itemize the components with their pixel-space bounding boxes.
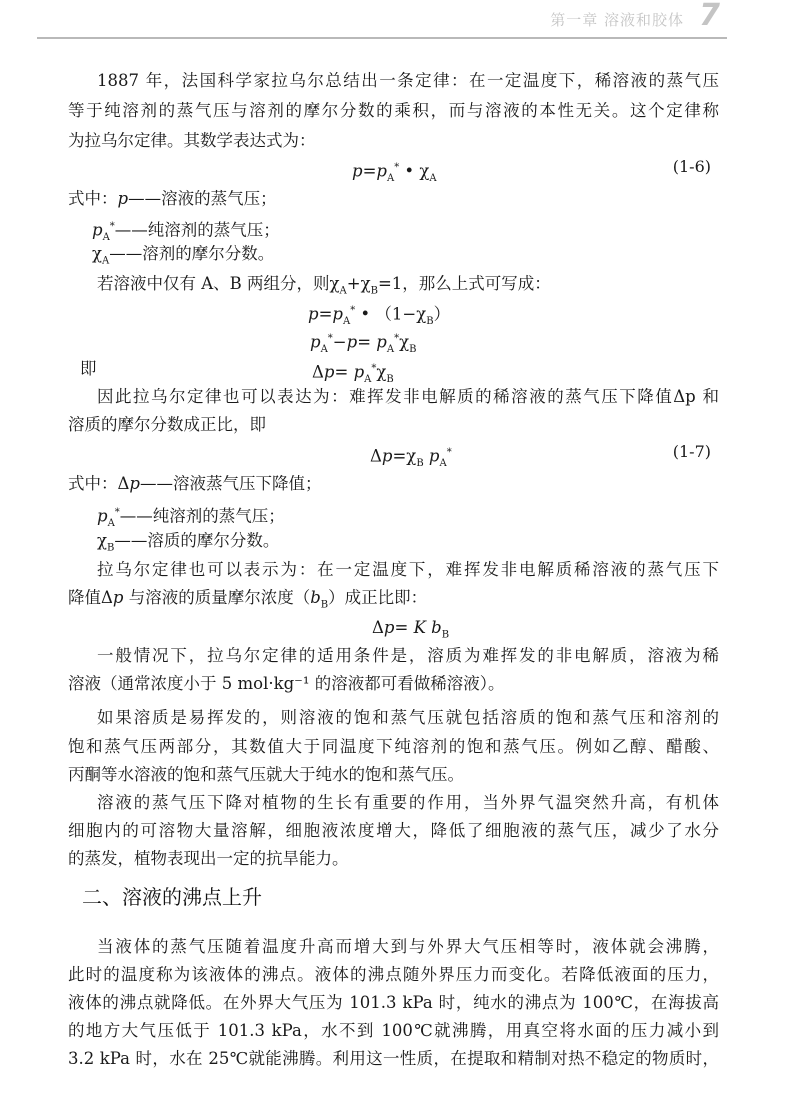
equation-1-7: $\Delta p=\chi_B$ $p_A^*$ (370, 446, 452, 469)
para7-line2: 细胞内的可溶物大量溶解，细胞液浓度增大，降低了细胞液的蒸气压，减少了水分 (68, 821, 719, 840)
para5-line1: 一般情况下，拉乌尔定律的适用条件是，溶质为难挥发的非电解质，溶液为稀 (97, 646, 719, 665)
para1-line1: 1887 年，法国科学家拉乌尔总结出一条定律：在一定温度下，稀溶液的蒸气压 (97, 71, 719, 90)
para1-line2: 等于纯溶剂的蒸气压与溶剂的摩尔分数的乘积，而与溶液的本性无关。这个定律称 (68, 101, 719, 120)
para7-line1: 溶液的蒸气压下降对植物的生长有重要的作用，当外界气温突然升高，有机体 (97, 793, 719, 812)
equation-number-1-7: (1-7) (672, 442, 711, 461)
equation-kb: Δp= K $b_B$ (372, 618, 450, 641)
para1-line3: 为拉乌尔定律。其数学表达式为： (68, 131, 316, 150)
equation-number-1-6: (1-6) (672, 157, 711, 176)
para7-line3: 的蒸发，植物表现出一定的抗旱能力。 (68, 849, 349, 868)
para6-line3: 丙酮等水溶液的饱和蒸气压就大于纯水的饱和蒸气压。 (68, 765, 464, 784)
para3-line1: 因此拉乌尔定律也可以表达为：难挥发非电解质的稀溶液的蒸气压下降值Δp 和 (97, 387, 719, 406)
equation-1-6: $p=p_A^*$ • $\chi_A$ (352, 161, 437, 184)
where1-p: 式中：p——溶液的蒸气压； (68, 189, 277, 208)
where1-pA: $p_A^*——$纯溶剂的蒸气压； (92, 220, 280, 243)
derive-line1: $p=p_A^*$ • $(1-\chi_B)$ (308, 304, 451, 327)
derive-line3: $\Delta p= p_A^*\chi_B$ (312, 362, 394, 385)
running-head: 第一章 溶液和胶体 (550, 11, 684, 29)
para4-line1: 拉乌尔定律也可以表示为：在一定温度下，难挥发非电解质稀溶液的蒸气压下 (97, 560, 719, 579)
header-rule (37, 37, 727, 39)
where2-dp: 式中：Δp——溶液蒸气压下降值； (68, 474, 322, 493)
para4-line2: 降值Δp 与溶液的质量摩尔浓度$(b_B)$成正比即： (68, 588, 428, 611)
where1-chiA: $\chi_A——$溶剂的摩尔分数。 (92, 244, 275, 267)
para5-line2: 溶液（通常浓度小于 5 mol·kg⁻¹ 的溶液都可看做稀溶液）。 (68, 674, 505, 693)
para8-line2: 此时的温度称为该液体的沸点。液体的沸点随外界压力而变化。若降低液面的压力， (68, 965, 719, 984)
derive-ji: 即 (80, 359, 97, 378)
derive-line2: $p_A^*-p= p_A^*\chi_B$ (310, 332, 417, 355)
page-number: 7 (699, 0, 720, 33)
para8-line1: 当液体的蒸气压随着温度升高而增大到与外界大气压相等时，液体就会沸腾， (97, 937, 719, 956)
para6-line2: 饱和蒸气压两部分，其数值大于同温度下纯溶剂的饱和蒸气压。例如乙醇、醋酸、 (68, 737, 719, 756)
section-title: 二、溶液的沸点上升 (82, 885, 262, 909)
where2-pA: $p_A^*——$纯溶剂的蒸气压； (97, 506, 285, 529)
para8-line5: 3.2 kPa 时，水在 25℃就能沸腾。利用这一性质，在提取和精制对热不稳定的物质时， (68, 1049, 719, 1068)
where2-chiB: $\chi_B——$溶质的摩尔分数。 (97, 531, 280, 554)
para2-line1: 若溶液中仅有 A、B 两组分，则$\chi_A+\chi_B=1$，那么上式可写成： (97, 274, 551, 297)
para8-line3: 液体的沸点就降低。在外界大气压为 101.3 kPa 时，纯水的沸点为 100℃，在海拔高 (68, 993, 719, 1012)
para6-line1: 如果溶质是易挥发的，则溶液的饱和蒸气压就包括溶质的饱和蒸气压和溶剂的 (97, 708, 719, 727)
para8-line4: 的地方大气压低于 101.3 kPa，水不到 100℃就沸腾，用真空将水面的压力减小到 (68, 1021, 719, 1040)
para3-line2: 溶质的摩尔分数成正比，即 (68, 415, 266, 434)
